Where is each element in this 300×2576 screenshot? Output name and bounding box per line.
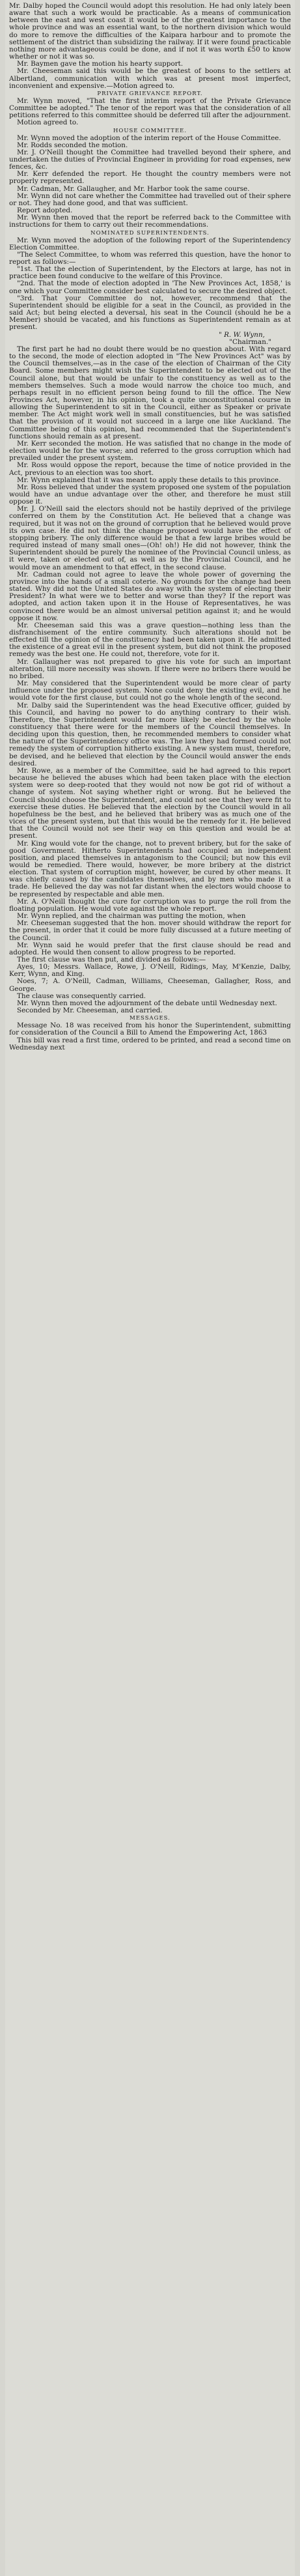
paragraph: "2nd. That the mode of election adopted in 'The New Provinces Act, 1858,' is one which your Committee consider best calculated to secure the desired object.: [9, 279, 291, 295]
paragraph: The first part he had no doubt there would be no question about. With regard to the second, the mode of election adopted in "The New Provinces Act" was by the Council themselves,—as in the case of the election of Chairman of the City Board. Some members might wish the Superintendent to be elected out of the Council alone, but that would be unfair to the constituency as well as to the members themselves. Such a mode would narrow the choice too much, and perhaps result in no efficient person being found to fill the office. The New Provinces Act, however, in his opinion, took a quite unconstitutional course in allowing the Superintendent to sit in the Council, either as Speaker or private member. The Act might work well in small constituencies, but he was satisfied that the provision of it would not succeed in a large one like Auckland. The Committee being of this opinion, had recommended that the Superintendent's functions should remain as at present.: [9, 345, 291, 440]
paragraph: "3rd. That your Committee do not, however, recommend that the Superintendent should be eligible for a seat in the Council, as provided in the said Act; but being elected a deversal, his seat in the Council (should he be a Member) should be vacated, and his functions as Superintendent remain as at present.: [9, 294, 291, 332]
paragraph: Mr. Ross would oppose the report, because the time of notice provided in the Act, previous to an election was too short.: [9, 461, 291, 477]
paragraph: Mr. Wynn did not care whether the Committee had travelled out of their sphere or not. They had done good, and that was sufficient.: [9, 192, 291, 207]
paragraph: Mr. King would vote for the change, not to prevent bribery, but for the sake of good Government. Hitherto Superintendents had occupied an independent position, and placed themselves in antagonism to the Council; but now this evil would be remedied. There would, however, be more bribery at the district election. That system of corruption might, however, be cured by other means. It was chiefly caused by the candidates themselves, and by men who made it a trade. He believed the day was not far distant when the electors would choose to be represented by respectable and able men.: [9, 839, 291, 898]
section-heading: PRIVATE GRIEVANCE REPORT.: [97, 90, 203, 97]
section-heading: HOUSE COMMITTEE.: [113, 127, 187, 134]
paragraph: Mr. Dalby hoped the Council would adopt this resolution. He had only lately been aware that such a work would be practicable. As a means of communication between the east and west coast it would be of the greatest importance to the whole province and was an essential want, to the northern division which would do more to remove the difficulties of the Kaipara harbour and to promote the settlement of the district than subsidizing the railway. If it were found practicable nothing more advantageous could be done, and if not it was worth £50 to know whether or not it was so.: [9, 2, 291, 61]
paragraph: Mr. Kerr seconded the motion. He was satisfied that no change in the mode of election would be for the worse; and referred to the gross corruption which had prevailed under the present system.: [9, 439, 291, 463]
paragraph: Mr. Wynn said he would prefer that the first clause should be read and adopted. He would then consent to allow progress to be reported.: [9, 941, 291, 956]
paragraph: Mr. Cadman, Mr. Gallaugher, and Mr. Harbor took the same course.: [17, 184, 250, 193]
paragraph: Message No. 18 was received from his honor the Superintendent, submitting for consideration of the Council a Bill to Amend the Empowering Act, 1863: [9, 1022, 291, 1037]
newspaper-column: [5, 0, 295, 2576]
paragraph: Mr. Ross believed that under the system proposed one system of the population would have an undue advantage over the other, and therefore he must still oppose it.: [9, 483, 291, 506]
paragraph: Mr. Cadman could not agree to leave the whole power of governing the province into the hands of a small coterie. No grounds for the change had been stated. Why did not the United States do away with the system of electing their President? In what were we to better and worse than they? If the report was adopted, and action taken upon it in the House of Representatives, he was convinced there would be an almost universal petition against it; and he would oppose it now.: [9, 570, 291, 622]
paragraph: Mr. J. O'Neill thought the Committee had travelled beyond their sphere, and undertaken the duties of Provincial Engineer in providing for road expenses, new fences, &c.: [9, 148, 291, 171]
paragraph: Mr. Wynn moved the adoption of the interim report of the House Committee.: [17, 134, 281, 142]
paragraph: "The Select Committee, to whom was referred this question, have the honor to report as follows:—: [9, 250, 291, 266]
paragraph: Motion agreed to.: [17, 119, 79, 127]
paragraph: Mr. Wynn moved the adoption of the following report of the Superintendency Election Committee.: [9, 236, 291, 251]
paragraph: Mr. Dalby said the Superintendent was the head Executive officer, guided by this Council, and having no power to do anything contrary to their wish. Therefore, the Superintendent would far more likely be elected by the whole constituency that there were for the members of the Council themselves. In deciding upon this question, then, he recommended members to consider what the nature of the Superintendency office was. The law they had formed could not remedy the system of corruption hitherto existing. A new system must, therefore, be devised, and he believed that election by the Council would answer the ends desired.: [9, 701, 291, 767]
paragraph: Mr. J. O'Neill said the electors should not be hastily deprived of the privilege conferred on them by the Constitution Act. He believed that a change was required, but it was not on the ground of corruption that he believed would prove its own case. He did not think the change proposed would have the effect of stopping bribery. The only difference would be that a few large bribes would be required instead of many small ones—(Oh! oh!) He did not however, think the Superintendent should be purely the nominee of the Provincial Council unless, as it were, taken or elected out of, as well as by the Provincial Council, and he would move an amendment to that effect, in the second clause.: [9, 505, 291, 571]
paragraph: Mr. Rowe, as a member of the Committee, said he had agreed to this report because he believed the abuses which had been taken place with the election system were so deep-rooted that they would not now be got rid of without a change of system. Not saying whether right or wrong. But he believed the Council should choose the Superintendent, and could not see that they were fit to exercise these duties. He believed that the election by the Council would in all hopefulness be the best, and he believed that bribery was as much one of the vices of the present system, but that this would be the remedy for it. He believed that the Council would not see their way on this question and would be at present.: [9, 766, 291, 840]
paragraph: Report adopted.: [17, 207, 73, 215]
paragraph: Mr. Wynn moved, "That the first interim report of the Private Grievance Committee be adopted." The tenor of the report was that the consideration of all petitions referred to this committee should be deferred till after the adjournment.: [9, 96, 291, 120]
paragraph: Mr. Kerr defended the report. He thought the country members were not properly represented.: [9, 170, 291, 186]
paragraph: Seconded by Mr. Cheeseman, and carried.: [17, 1007, 163, 1015]
paragraph: Mr. Wynn replied, and the chairman was putting the motion, when: [17, 912, 246, 921]
paragraph: Mr. Cheeseman said this would be the greatest of boons to the settlers at Albertland, communication with which was at present most imperfect, inconvenient and expensive.—Motion agreed to.: [9, 67, 291, 90]
paragraph: Mr. Cheeseman suggested that the hon. mover should withdraw the report for the present, in order that it could be more fully discussed at a future meeting of the Council.: [9, 919, 291, 942]
paragraph: The clause was consequently carried.: [17, 992, 146, 1000]
paragraph: Noes, 7; A. O'Neill, Cadman, Williams, Cheeseman, Gallagher, Ross, and George.: [9, 977, 291, 993]
signature-line: " R. W. Wynn,: [219, 330, 265, 339]
signature-line: "Chairman.": [229, 337, 271, 346]
section-heading: NOMINATED SUPERINTENDENTS.: [90, 229, 210, 236]
paragraph: Mr. Baymen gave the motion his hearty support.: [17, 60, 184, 68]
paragraph: Mr. Gallaugher was not prepared to give his vote for such an important alteration, till more necessity was shown. If there were no bribers there would be no bribed.: [9, 657, 291, 680]
paragraph: The first clause was then put, and divided as follows:—: [17, 956, 206, 964]
section-heading: MESSAGES.: [130, 1015, 170, 1022]
paragraph: This bill was read a first time, ordered to be printed, and read a second time on Wednesday next: [9, 1036, 291, 1052]
paragraph: Mr. Cheeseman said this was a grave question—nothing less than the disfranchisement of the entire community. Such alterations should not be effected till the opinion of the constituency had been taken upon it. He admitted the existence of a great evil in the present system, but did not think the proposed remedy was the best one. He could not, therefore, vote for it.: [9, 621, 291, 659]
paragraph: Mr. Wynn explained that it was meant to apply these details to this province.: [17, 476, 281, 484]
paragraph: Mr. Wynn then moved that the report be referred back to the Committee with instructions for them to carry out their recommendations.: [9, 214, 291, 229]
paragraph: Mr. Wynn then moved the adjournment of the debate until Wednesday next.: [17, 999, 277, 1007]
paragraph: Mr. A. O'Neill thought the cure for corruption was to purge the roll from the floating population. He would vote against the whole report.: [9, 897, 291, 913]
paragraph: Mr. Rodds seconded the motion.: [17, 141, 128, 149]
paragraph: Mr. May considered that the Superintendent would be more clear of party influence under the proposed system. None could deny the existing evil, and he would vote for the first clause, but could not go the whole length of the second.: [9, 680, 291, 702]
paragraph: "1st. That the election of Superintendent, by the Electors at large, has not in practice been found conducive to the welfare of this Province.: [9, 265, 291, 281]
paragraph: Ayes, 10; Messrs. Wallace, Rowe, J. O'Neill, Ridings, May, M'Kenzie, Dalby, Kerr, Wynn, and King.: [9, 963, 291, 979]
